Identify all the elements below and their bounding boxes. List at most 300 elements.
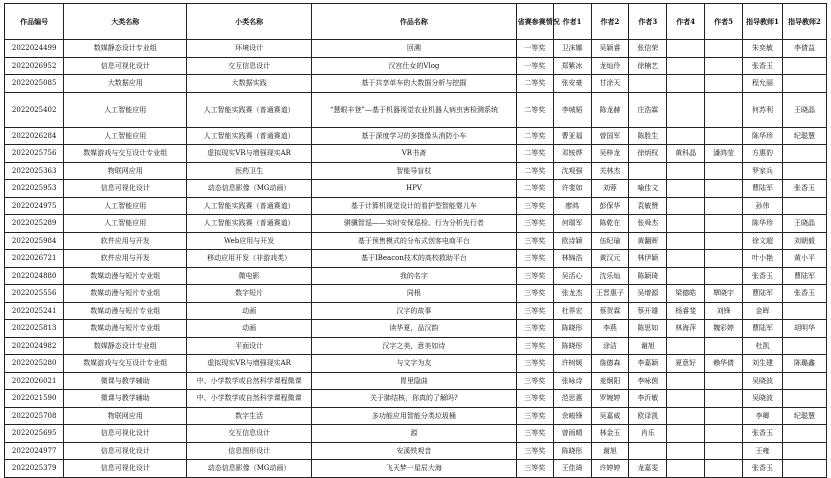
table-row: [5, 215, 827, 233]
table-cell: 人工智能实践赛（普通赛道）: [187, 127, 312, 145]
table-cell: 曹陆军: [743, 180, 783, 198]
table-cell: 张香玉: [782, 285, 826, 303]
table-cell: 杜界宏: [553, 302, 591, 320]
table-cell: 动画: [187, 302, 312, 320]
table-cell: [705, 250, 743, 268]
table-cell: 王晓晶: [782, 92, 826, 127]
table-cell: 我的名字: [312, 267, 517, 285]
table-cell: 三等奖: [516, 320, 553, 338]
table-cell: 林金玉: [591, 425, 629, 443]
table-cell: 许斐如: [553, 180, 591, 198]
table-cell: 三等奖: [516, 407, 553, 425]
table-row: [5, 267, 827, 285]
table-cell: 2022025953: [5, 180, 64, 198]
table-cell: 源: [312, 425, 517, 443]
table-cell: 2022025708: [5, 407, 64, 425]
table-cell: 软件应用与开发: [64, 232, 187, 250]
table-cell: 张咏诗: [553, 372, 591, 390]
table-cell: 信息可视化设计: [64, 57, 187, 75]
table-cell: 林锦浩: [553, 250, 591, 268]
table-cell: 张龙杰: [553, 285, 591, 303]
table-cell: 汉字之美，意美如诗: [312, 337, 517, 355]
table-cell: 徐炳权: [629, 145, 667, 163]
table-cell: 数媒游戏与交互设计专业组: [64, 145, 187, 163]
table-cell: 2022025280: [5, 355, 64, 373]
table-cell: 蔡贺霖: [591, 302, 629, 320]
table-cell: [667, 390, 705, 408]
table-row: [5, 285, 827, 303]
table-cell: 张舜杰: [629, 215, 667, 233]
table-cell: 微课与教学辅助: [64, 390, 187, 408]
table-cell: [782, 442, 826, 460]
table-cell: 曹陆军: [743, 320, 783, 338]
table-cell: 袁敏赞: [629, 197, 667, 215]
table-cell: [667, 250, 705, 268]
table-cell: [667, 215, 705, 233]
table-cell: [705, 197, 743, 215]
table-cell: 动态信息影像（MG动画）: [187, 180, 312, 198]
table-cell: VR书斋: [312, 145, 517, 163]
table-cell: 微课与教学辅助: [64, 372, 187, 390]
table-cell: 回溯: [312, 40, 517, 58]
table-row: [5, 302, 827, 320]
table-cell: [667, 425, 705, 443]
header-cell: 指导教师2: [782, 4, 826, 40]
table-cell: 移动应用开发（非游戏类）: [187, 250, 312, 268]
table-cell: 甘涂天: [591, 75, 629, 93]
table-cell: 林伊颖: [629, 250, 667, 268]
table-cell: 人工智能应用: [64, 197, 187, 215]
table-cell: 三等奖: [516, 285, 553, 303]
table-cell: 2022025363: [5, 162, 64, 180]
table-row: [5, 127, 827, 145]
table-cell: 陈胜生: [629, 127, 667, 145]
table-cell: 二等奖: [516, 162, 553, 180]
table-cell: 吴晓波: [743, 390, 783, 408]
table-cell: 物联网应用: [64, 162, 187, 180]
table-cell: 三等奖: [516, 250, 553, 268]
table-row: [5, 40, 827, 58]
table-cell: 安溪铁观音: [312, 442, 517, 460]
table-cell: [705, 372, 743, 390]
table-cell: 罗家兵: [743, 162, 783, 180]
table-cell: 2022025756: [5, 145, 64, 163]
table-cell: 基于共享单车的大数据分析与挖掘: [312, 75, 517, 93]
header-cell: 作品名称: [312, 4, 517, 40]
table-cell: [705, 180, 743, 198]
table-cell: 曹陆军: [743, 285, 783, 303]
table-cell: 物联网应用: [64, 407, 187, 425]
table-cell: 李卿: [743, 407, 783, 425]
table-cell: 基于深度学习的多摄像头消防小车: [312, 127, 517, 145]
table-cell: 谢旭: [629, 337, 667, 355]
table-cell: 中、小学数学或自然科学课程微课: [187, 390, 312, 408]
table-cell: 李城韬: [553, 92, 591, 127]
table-cell: 黄小平: [782, 250, 826, 268]
table-cell: 大数据实践: [187, 75, 312, 93]
table-row: [5, 320, 827, 338]
table-cell: 数媒游戏与交互设计专业组: [64, 355, 187, 373]
table-cell: [705, 407, 743, 425]
table-cell: [705, 232, 743, 250]
table-cell: 吴活心: [553, 267, 591, 285]
table-cell: 陈璐鑫: [782, 355, 826, 373]
table-cell: 张安豪: [553, 75, 591, 93]
table-cell: 张香玉: [782, 180, 826, 198]
table-cell: 三等奖: [516, 215, 553, 233]
table-cell: 2022025241: [5, 302, 64, 320]
table-cell: 交互信息设计: [187, 57, 312, 75]
awards-table: [4, 3, 827, 478]
table-cell: 2022026952: [5, 57, 64, 75]
table-cell: [667, 267, 705, 285]
table-cell: 吴增源: [629, 285, 667, 303]
table-cell: 三等奖: [516, 390, 553, 408]
table-cell: 平面设计: [187, 337, 312, 355]
table-cell: 三等奖: [516, 232, 553, 250]
table-cell: 孙伟: [743, 197, 783, 215]
table-cell: 张香玉: [743, 57, 783, 75]
table-cell: 张香玉: [743, 425, 783, 443]
table-body: [5, 40, 827, 478]
table-cell: 人工智能应用: [64, 215, 187, 233]
table-cell: 范思惠: [553, 390, 591, 408]
table-cell: [667, 180, 705, 198]
header-cell: 作者5: [705, 4, 743, 40]
table-cell: [782, 302, 826, 320]
table-cell: 2022024975: [5, 197, 64, 215]
table-cell: 软件应用与开发: [64, 250, 187, 268]
table-cell: 人工智能实践赛（普通赛道）: [187, 197, 312, 215]
table-row: [5, 250, 827, 268]
table-cell: 李咏茵: [629, 372, 667, 390]
table-cell: 魏彩婷: [705, 320, 743, 338]
table-cell: 2022021590: [5, 390, 64, 408]
table-cell: [782, 145, 826, 163]
table-row: [5, 197, 827, 215]
table-row: [5, 57, 827, 75]
table-cell: 陈华珍: [743, 127, 783, 145]
table-cell: [782, 75, 826, 93]
table-cell: 三等奖: [516, 302, 553, 320]
table-row: [5, 390, 827, 408]
table-cell: [667, 407, 705, 425]
table-cell: [667, 232, 705, 250]
table-cell: 虚拟现实VR与增强现实AR: [187, 355, 312, 373]
table-cell: 杜凯: [743, 337, 783, 355]
table-cell: [705, 127, 743, 145]
table-cell: 廖鸿: [553, 197, 591, 215]
table-cell: 郑紫冰: [553, 57, 591, 75]
table-cell: 信息可视化设计: [64, 425, 187, 443]
table-cell: 吴嘉威: [591, 407, 629, 425]
table-cell: 基于计算机视觉设计的看护型智能婴儿车: [312, 197, 517, 215]
table-cell: 邓铵烨: [553, 145, 591, 163]
table-cell: 龙嘉雯: [629, 460, 667, 478]
table-cell: 一等奖: [516, 40, 553, 58]
table-cell: 飞天梦一星辰大海: [312, 460, 517, 478]
table-cell: 数媒静态设计专业组: [64, 40, 187, 58]
table-cell: 李嘉颖: [629, 355, 667, 373]
table-cell: 2022025379: [5, 460, 64, 478]
table-row: [5, 145, 827, 163]
table-cell: 覃晓宇: [705, 285, 743, 303]
table-cell: 张香玉: [743, 267, 783, 285]
table-cell: 谢旭: [591, 442, 629, 460]
table-cell: 大数据应用: [64, 75, 187, 93]
header-cell: 省赛参赛情况: [516, 4, 553, 40]
table-cell: 基于IBeacon技术的高校救助平台: [312, 250, 517, 268]
table-cell: 刘朝毅: [782, 232, 826, 250]
table-cell: 罗婉婷: [591, 390, 629, 408]
table-cell: 李沂敏: [629, 390, 667, 408]
table-cell: 智能导盲杖: [312, 162, 517, 180]
table-cell: 二等奖: [516, 145, 553, 163]
table-cell: 2022025556: [5, 285, 64, 303]
table-cell: 李燕: [591, 320, 629, 338]
header-cell: 作者1: [553, 4, 591, 40]
table-cell: 潘鸿莹: [705, 145, 743, 163]
table-cell: 曾国军: [591, 127, 629, 145]
table-cell: 2022024977: [5, 442, 64, 460]
table-cell: [782, 57, 826, 75]
table-cell: 关林杰: [591, 162, 629, 180]
table-cell: 2022026721: [5, 250, 64, 268]
table-cell: 何瑞军: [553, 215, 591, 233]
table-cell: Web应用与开发: [187, 232, 312, 250]
table-cell: 林海萍: [667, 320, 705, 338]
table-cell: 欧译凯: [629, 407, 667, 425]
table-cell: 人工智能应用: [64, 127, 187, 145]
table-cell: [667, 372, 705, 390]
table-cell: [629, 75, 667, 93]
table-cell: 动画: [187, 320, 312, 338]
table-cell: 2022026021: [5, 372, 64, 390]
table-row: [5, 337, 827, 355]
table-cell: [667, 127, 705, 145]
header-cell: 作者3: [629, 4, 667, 40]
table-cell: [705, 337, 743, 355]
table-cell: 王佳琦: [553, 460, 591, 478]
table-cell: 汉宫仕女的Vlog: [312, 57, 517, 75]
table-cell: 徐文超: [743, 232, 783, 250]
table-cell: 许婷婷: [591, 460, 629, 478]
table-cell: 沈乐灿: [591, 267, 629, 285]
table-cell: 2022024880: [5, 267, 64, 285]
table-cell: 二等奖: [516, 75, 553, 93]
table-cell: 汉字的故事: [312, 302, 517, 320]
table-cell: 陈晓彤: [553, 442, 591, 460]
table-cell: 纪聪慧: [782, 127, 826, 145]
table-cell: [667, 162, 705, 180]
table-cell: 陈华珍: [743, 215, 783, 233]
table-cell: 人工智能应用: [64, 92, 187, 127]
table-cell: 信息图形设计: [187, 442, 312, 460]
table-cell: 曾雨晴: [553, 425, 591, 443]
table-cell: [705, 40, 743, 58]
table-cell: 动态信息影像（MG动画）: [187, 460, 312, 478]
table-cell: 环境设计: [187, 40, 312, 58]
header-cell: 作品编号: [5, 4, 64, 40]
table-cell: 2022025289: [5, 215, 64, 233]
table-cell: [667, 57, 705, 75]
awards-table-container: [4, 3, 827, 478]
table-cell: 吴梓龙: [591, 145, 629, 163]
table-cell: 涂洁: [591, 337, 629, 355]
table-cell: 麦炯阳: [591, 372, 629, 390]
table-cell: 数媒动漫与短片专业组: [64, 285, 187, 303]
table-cell: 陈乾在: [591, 215, 629, 233]
header-cell: 大类名称: [64, 4, 187, 40]
table-cell: 曹陆军: [782, 267, 826, 285]
table-cell: 数媒静态设计专业组: [64, 337, 187, 355]
table-cell: [667, 197, 705, 215]
table-row: [5, 407, 827, 425]
table-cell: 读华夏，品汉韵: [312, 320, 517, 338]
table-cell: 2022025984: [5, 232, 64, 250]
table-cell: [629, 162, 667, 180]
table-cell: [667, 92, 705, 127]
table-cell: 骐骥智巡——实时安保巡检、行为分析先行者: [312, 215, 517, 233]
table-cell: 庄浩霖: [629, 92, 667, 127]
table-cell: 2022024499: [5, 40, 64, 58]
header-row: [5, 4, 827, 40]
table-cell: 赖华倩: [705, 355, 743, 373]
table-cell: 三等奖: [516, 355, 553, 373]
table-cell: 张香玉: [743, 460, 783, 478]
table-cell: 关于肺结核，你真的了解吗?: [312, 390, 517, 408]
table-cell: 中、小学数学或自然科学课程微课: [187, 372, 312, 390]
table-cell: 伍纪瑜: [591, 232, 629, 250]
table-cell: 2022025085: [5, 75, 64, 93]
table-cell: 彭保华: [591, 197, 629, 215]
table-cell: 徐楠艺: [629, 57, 667, 75]
table-cell: 与文字为友: [312, 355, 517, 373]
header-cell: 作者2: [591, 4, 629, 40]
table-cell: 胡明华: [782, 320, 826, 338]
table-cell: 人工智能实践赛（普通赛道）: [187, 215, 312, 233]
table-cell: [705, 57, 743, 75]
table-cell: 朱奕敏: [743, 40, 783, 58]
table-cell: [667, 460, 705, 478]
table-cell: 同根: [312, 285, 517, 303]
table-cell: 王晓晶: [782, 215, 826, 233]
table-cell: 三等奖: [516, 425, 553, 443]
table-cell: [667, 75, 705, 93]
table-cell: 信息可视化设计: [64, 442, 187, 460]
table-cell: 陈龙赫: [591, 92, 629, 127]
table-row: [5, 460, 827, 478]
table-cell: 李倩益: [782, 40, 826, 58]
table-cell: 刘锋: [705, 302, 743, 320]
table-cell: 2022025695: [5, 425, 64, 443]
table-cell: 2022025402: [5, 92, 64, 127]
table-cell: 程允丽: [743, 75, 783, 93]
table-cell: 黄汉元: [591, 250, 629, 268]
table-cell: 王晋惠子: [591, 285, 629, 303]
table-cell: 夏意好: [667, 355, 705, 373]
table-row: [5, 75, 827, 93]
table-cell: HPV: [312, 180, 517, 198]
table-cell: 余峻锋: [553, 407, 591, 425]
table-cell: 蔡开雄: [629, 302, 667, 320]
table-cell: 张信荣: [629, 40, 667, 58]
table-cell: 三等奖: [516, 267, 553, 285]
table-cell: [705, 442, 743, 460]
table-cell: [782, 460, 826, 478]
table-cell: “慧眼丰登”—基于机器视觉农业机器人病虫害检测系统: [312, 92, 517, 127]
table-cell: 吴颖睿: [591, 40, 629, 58]
table-cell: 何苏利: [743, 92, 783, 127]
table-cell: 刘蓉: [591, 180, 629, 198]
table-cell: [782, 197, 826, 215]
table-cell: 一等奖: [516, 57, 553, 75]
table-cell: [705, 390, 743, 408]
table-cell: [629, 442, 667, 460]
table-row: [5, 92, 827, 127]
table-cell: 叶小艳: [743, 250, 783, 268]
table-cell: 陈晓彤: [553, 337, 591, 355]
table-cell: 三等奖: [516, 197, 553, 215]
table-cell: 陈颖琦: [629, 267, 667, 285]
table-cell: 沈观强: [553, 162, 591, 180]
table-cell: [782, 337, 826, 355]
table-cell: 三等奖: [516, 460, 553, 478]
table-cell: 数媒动漫与短片专业组: [64, 267, 187, 285]
table-cell: 微电影: [187, 267, 312, 285]
table-cell: [705, 215, 743, 233]
table-cell: 胃里隐曲: [312, 372, 517, 390]
table-cell: 数媒动漫与短片专业组: [64, 302, 187, 320]
table-cell: 信息可视化设计: [64, 180, 187, 198]
table-cell: 卫沫娜: [553, 40, 591, 58]
table-cell: [667, 40, 705, 58]
table-cell: 数字短片: [187, 285, 312, 303]
table-cell: [705, 92, 743, 127]
table-cell: [782, 425, 826, 443]
table-cell: [705, 425, 743, 443]
table-cell: 三等奖: [516, 337, 553, 355]
table-row: [5, 162, 827, 180]
table-cell: 交互信息设计: [187, 425, 312, 443]
table-cell: 龙灿伶: [591, 57, 629, 75]
table-cell: 欧诗颖: [553, 232, 591, 250]
table-cell: 基于预售模式的分布式创客电商平台: [312, 232, 517, 250]
table-cell: 纪聪慧: [782, 407, 826, 425]
table-cell: [782, 390, 826, 408]
header-cell: 作者4: [667, 4, 705, 40]
table-cell: 2022024982: [5, 337, 64, 355]
table-cell: 三等奖: [516, 442, 553, 460]
table-cell: 数字生活: [187, 407, 312, 425]
table-cell: [705, 267, 743, 285]
table-cell: 黄科晶: [667, 145, 705, 163]
table-cell: 喻佳文: [629, 180, 667, 198]
table-cell: 二等奖: [516, 180, 553, 198]
table-cell: 金晖: [743, 302, 783, 320]
table-cell: 多功能应用智能分类垃圾桶: [312, 407, 517, 425]
table-cell: [705, 75, 743, 93]
table-cell: 方惠豹: [743, 145, 783, 163]
table-cell: 刘生建: [743, 355, 783, 373]
table-cell: 许树媛: [553, 355, 591, 373]
table-cell: [667, 442, 705, 460]
table-cell: 梁德皓: [667, 285, 705, 303]
table-cell: 三等奖: [516, 372, 553, 390]
table-cell: 陈晓彤: [553, 320, 591, 338]
table-row: [5, 180, 827, 198]
table-cell: [705, 460, 743, 478]
